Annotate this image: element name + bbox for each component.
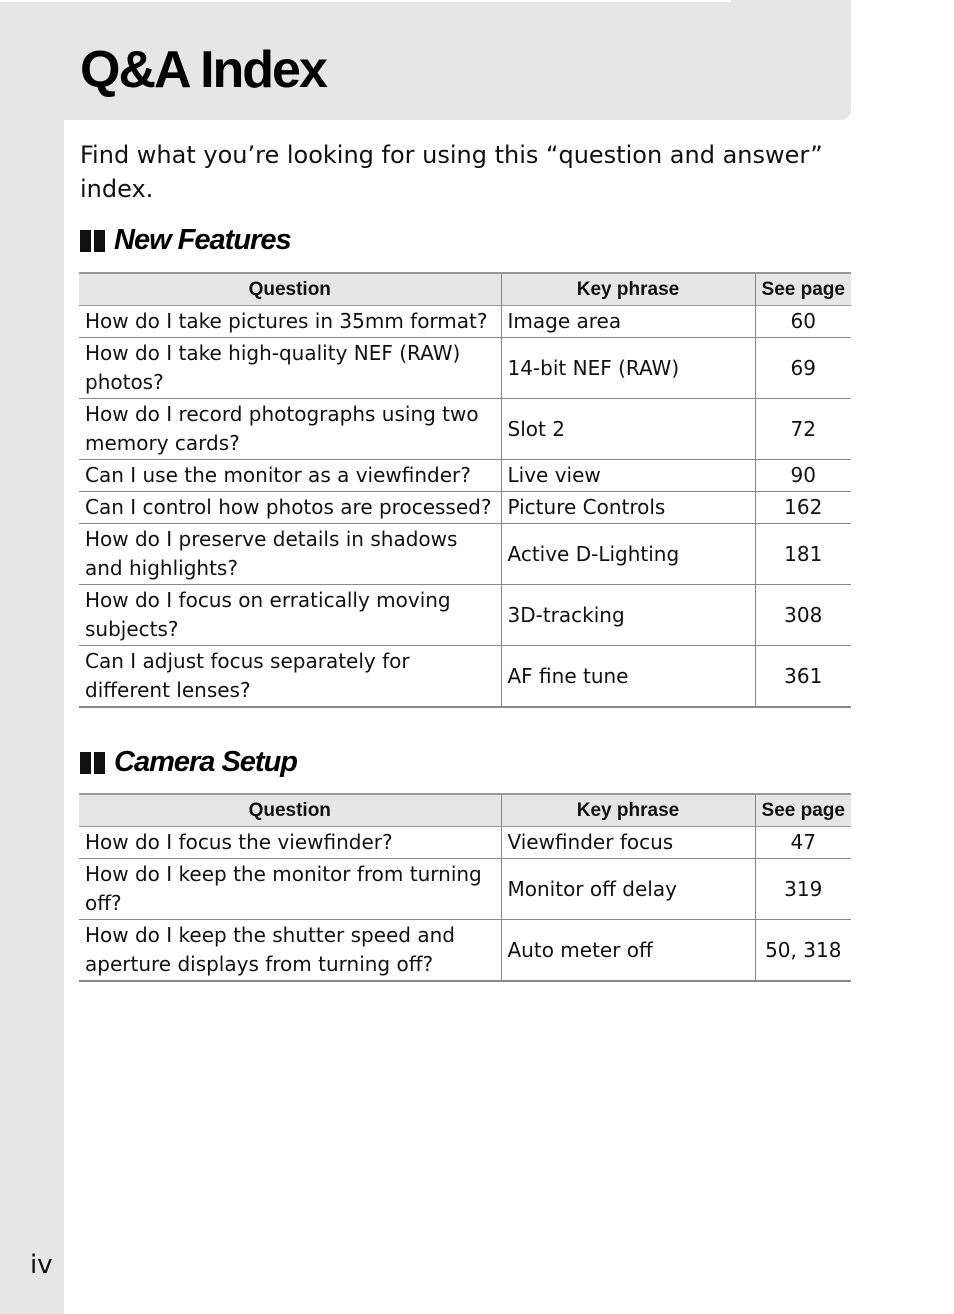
- top-edge-line: [0, 0, 731, 2]
- question-cell: Can I control how photos are processed?: [79, 492, 501, 524]
- double-square-marker-icon: [80, 752, 108, 774]
- page-cell: 308: [755, 585, 851, 646]
- page-title: Q&A Index: [80, 41, 326, 99]
- page-cell: 90: [755, 460, 851, 492]
- key-phrase-cell: Picture Controls: [501, 492, 755, 524]
- table-row: [79, 399, 851, 460]
- page-cell: 72: [755, 399, 851, 460]
- table-row: [79, 492, 851, 524]
- page-cell: 69: [755, 338, 851, 399]
- key-phrase-cell: AF fine tune: [501, 646, 755, 708]
- section-heading-label: New Features: [114, 224, 291, 256]
- page-number: iv: [30, 1250, 53, 1280]
- question-cell: How do I take high-quality NEF (RAW) photos?: [79, 338, 501, 399]
- new-features-table: [79, 272, 851, 708]
- table-row: [79, 460, 851, 492]
- table-row: [79, 859, 851, 920]
- column-header-question: Question: [79, 273, 501, 306]
- question-cell: Can I adjust focus separately for different lenses?: [79, 646, 501, 708]
- table-row: [79, 646, 851, 708]
- column-header-question: Question: [79, 794, 501, 827]
- page-cell: 60: [755, 306, 851, 338]
- table-row: [79, 524, 851, 585]
- key-phrase-cell: Viewfinder focus: [501, 827, 755, 859]
- column-header-key-phrase: Key phrase: [501, 273, 755, 306]
- key-phrase-cell: 14-bit NEF (RAW): [501, 338, 755, 399]
- question-cell: How do I keep the shutter speed and aperture displays from turning off?: [79, 920, 501, 982]
- intro-text: Find what you’re looking for using this “question and answer” index.: [80, 141, 823, 203]
- table-header-row: [79, 794, 851, 827]
- section-heading-camera-setup: [80, 746, 297, 779]
- question-cell: How do I focus the viewfinder?: [79, 827, 501, 859]
- table-row: [79, 920, 851, 982]
- page-cell: 181: [755, 524, 851, 585]
- column-header-see-page: See page: [755, 794, 851, 827]
- key-phrase-cell: Image area: [501, 306, 755, 338]
- column-header-key-phrase: Key phrase: [501, 794, 755, 827]
- page-cell: 361: [755, 646, 851, 708]
- table-header-row: [79, 273, 851, 306]
- double-square-marker-icon: [80, 230, 108, 252]
- question-cell: How do I focus on erratically moving subjects?: [79, 585, 501, 646]
- page-cell: 319: [755, 859, 851, 920]
- page-cell: 50, 318: [755, 920, 851, 982]
- key-phrase-cell: Active D-Lighting: [501, 524, 755, 585]
- page-cell: 47: [755, 827, 851, 859]
- question-cell: How do I take pictures in 35mm format?: [79, 306, 501, 338]
- column-header-see-page: See page: [755, 273, 851, 306]
- key-phrase-cell: Live view: [501, 460, 755, 492]
- key-phrase-cell: Auto meter off: [501, 920, 755, 982]
- table-row: [79, 306, 851, 338]
- section-heading-new-features: [80, 224, 291, 257]
- key-phrase-cell: Monitor off delay: [501, 859, 755, 920]
- question-cell: How do I keep the monitor from turning off?: [79, 859, 501, 920]
- key-phrase-cell: 3D-tracking: [501, 585, 755, 646]
- table-row: [79, 585, 851, 646]
- left-margin-band: [0, 0, 64, 1314]
- key-phrase-cell: Slot 2: [501, 399, 755, 460]
- table-row: [79, 827, 851, 859]
- question-cell: Can I use the monitor as a viewfinder?: [79, 460, 501, 492]
- page-cell: 162: [755, 492, 851, 524]
- section-heading-label: Camera Setup: [114, 746, 298, 778]
- table-row: [79, 338, 851, 399]
- question-cell: How do I record photographs using two memory cards?: [79, 399, 501, 460]
- camera-setup-table: [79, 793, 851, 982]
- question-cell: How do I preserve details in shadows and highlights?: [79, 524, 501, 585]
